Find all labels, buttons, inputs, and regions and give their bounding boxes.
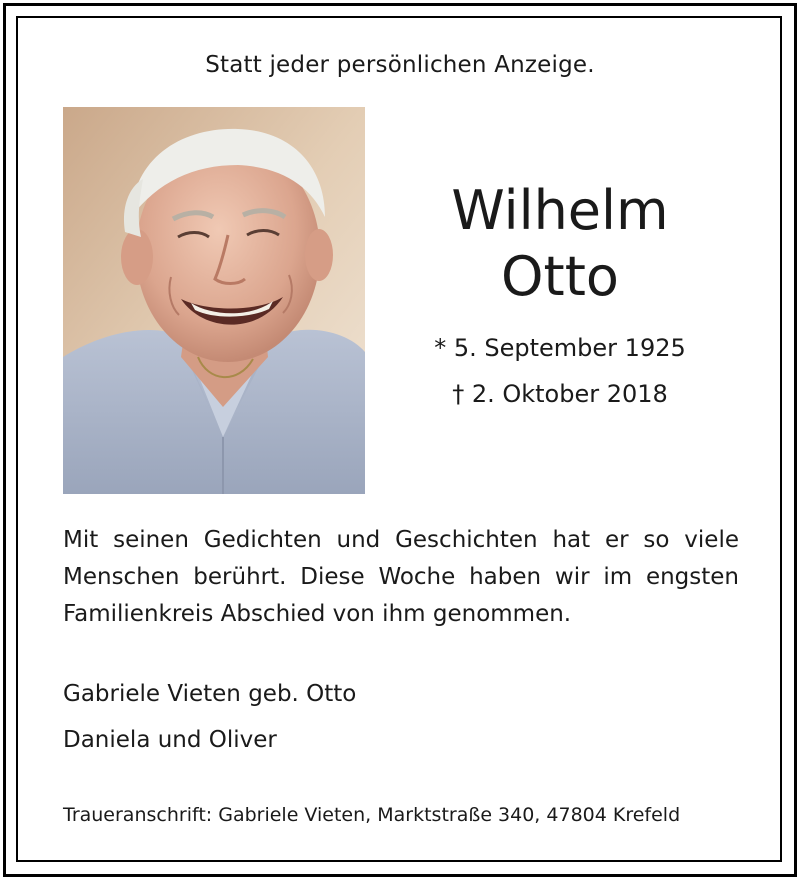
memorial-message: Mit seinen Gedichten und Geschichten hat er so viele Menschen berührt. Diese Woche haben wir im engsten Familienkreis Abschied von ihm genommen. — [63, 527, 739, 627]
intro-line: Statt jeder persönlichen Anzeige. — [205, 52, 595, 78]
birth-date: * 5. September 1925 — [434, 334, 686, 362]
last-name: Otto — [501, 245, 619, 308]
mourner-name: Daniela und Oliver — [63, 727, 277, 753]
deceased-name — [380, 178, 740, 310]
portrait-photo — [63, 107, 365, 494]
death-date: † 2. Oktober 2018 — [452, 380, 668, 408]
mourner-name: Gabriele Vieten geb. Otto — [63, 681, 357, 707]
condolence-address: Traueranschrift: Gabriele Vieten, Marktstraße 340, 47804 Krefeld — [63, 804, 681, 826]
first-name: Wilhelm — [451, 179, 669, 242]
